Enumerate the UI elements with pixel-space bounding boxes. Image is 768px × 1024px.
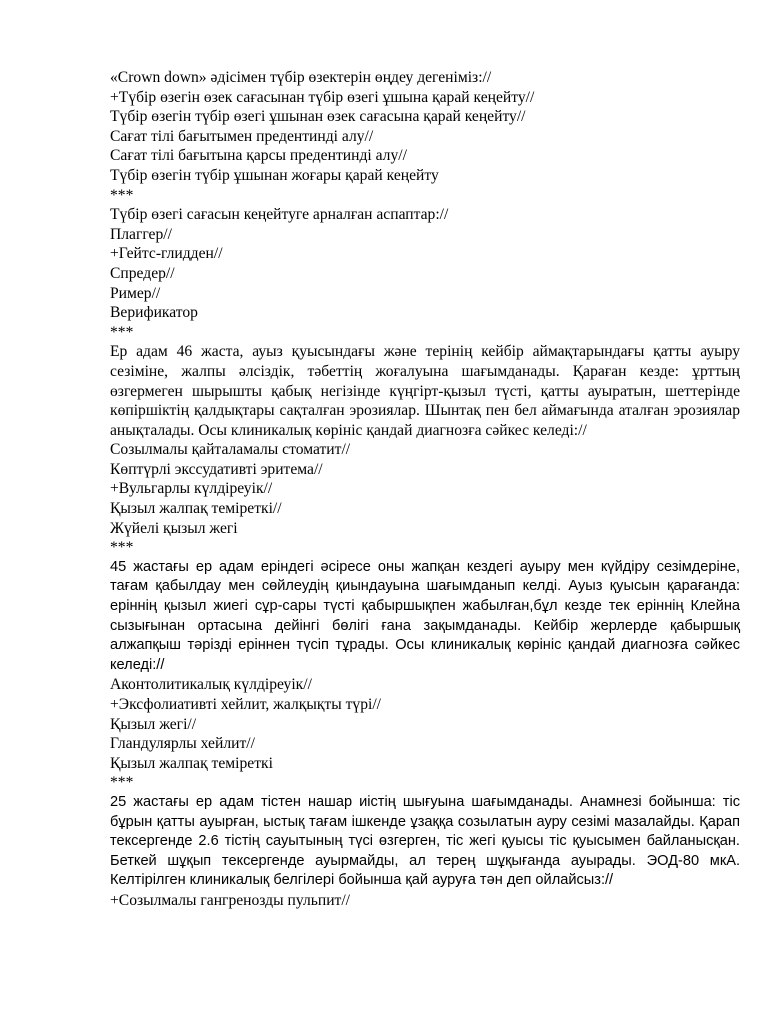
question-separator: *** <box>110 539 134 557</box>
answer-option: Қызыл жегі// <box>110 715 197 733</box>
answer-option: Көптүрлі экссудативті эритема// <box>110 460 323 478</box>
answer-option: +Созылмалы гангренозды пульпит// <box>110 891 351 909</box>
question-block <box>110 793 740 911</box>
answer-option: Аконтолитикалық күлдіреуік// <box>110 676 312 694</box>
answer-option: +Гейтс-глидден// <box>110 245 223 263</box>
answer-option: Түбір өзегін түбір ұшынан жоғары қарай кеңейту <box>110 166 439 184</box>
answer-option: +Эксфолиативті хейлит, жалқықты түрі// <box>110 696 381 713</box>
answer-option: Қызыл жалпақ теміреткі <box>110 754 273 772</box>
answer-option: Плаггер// <box>110 225 172 243</box>
answer-option: Созылмалы қайталамалы стоматит// <box>110 441 351 459</box>
question-stem: «Crown down» әдісімен түбір өзектерін өңдеу дегеніміз:// <box>110 69 492 86</box>
answer-option: Гландулярлы хейлит// <box>110 735 255 753</box>
answer-option: Сағат тілі бағытына қарсы предентинді алу// <box>110 147 407 165</box>
answer-option: Түбір өзегін түбір өзегі ұшынан өзек сағасына қарай кеңейту// <box>110 108 526 126</box>
question-separator: *** <box>110 323 134 341</box>
answer-option: Қызыл жалпақ теміреткі// <box>110 500 282 518</box>
answer-option: Жүйелі қызыл жегі <box>110 519 238 537</box>
answer-option: +Вульгарлы күлдіреуік// <box>110 480 273 498</box>
question-block <box>110 68 740 205</box>
question-stem: 25 жастағы ер адам тістен нашар иістің шығуына шағымданады. Анамнезі бойынша: тіс бұрын қатты ауырған, ыстық тағам ішкенде ұзаққа созылатын ауру сезімі мазалайды. Қарап тексергенде 2.6 тістің сауытының түсі өзгерген, тіс жегі қуысы тіс қуысымен байланысқан. Беткей шұқып тексергенде ауырмайды, ал терең шұқығанда ауырады. ЭОД-80 мкА. Келтірілген клиникалық белгілері бойынша қай ауруға тән деп ойлайсыз:// <box>110 793 740 889</box>
question-separator: *** <box>110 186 134 204</box>
question-separator: *** <box>110 774 134 792</box>
answer-option: Спредер// <box>110 264 175 282</box>
question-block <box>110 205 740 342</box>
question-block <box>110 558 740 793</box>
answer-option: Ример// <box>110 284 161 302</box>
question-block <box>110 342 740 558</box>
question-stem: Ер адам 46 жаста, ауыз қуысындағы және терінің кейбір аймақтарындағы қатты ауыру сезіміне, жалпы әлсіздік, тәбеттің жоғалуына шағымданады. Қараған кезде: ұрттың өзгермеген шырышты қабық негізінде күңгірт-қызыл түсті, қатты ауыратын, шеттерінде көпіршіктің қалдықтары сақталған эрозиялар. Шынтақ пен бел аймағында аталған эрозиялар анықталады. Осы клиникалық көрініс қандай диагнозға сәйкес келеді:// <box>110 343 740 439</box>
document-page <box>110 68 740 911</box>
answer-option: +Түбір өзегін өзек сағасынан түбір өзегі ұшына қарай кеңейту// <box>110 88 535 106</box>
answer-option: Сағат тілі бағытымен предентинді алу// <box>110 127 374 145</box>
question-stem: 45 жастағы ер адам еріндегі әсіресе оны жапқан кездегі ауыру мен күйдіру сезімдеріне, тағам қабылдау мен сөйлеудің қиындауына шағымданып келді. Ауыз қуысын қарағанда: еріннің қызыл жиегі сұр-сары түсті қабыршықпен жабылған,бұл кезде тек еріннің Клейна сызығынан ортасына дейінгі бөлігі ғана зақымданады. Кейбір жерлерде қабыршық алжапқыш тәрізді ерiннен түсіп тұрады. Осы клиникалық көрініс қандай диагнозға сәйкес келеді:// <box>110 558 740 673</box>
question-stem: Түбір өзегі сағасын кеңейтуге арналған аспаптар:// <box>110 206 449 224</box>
answer-option: Верификатор <box>110 304 198 322</box>
